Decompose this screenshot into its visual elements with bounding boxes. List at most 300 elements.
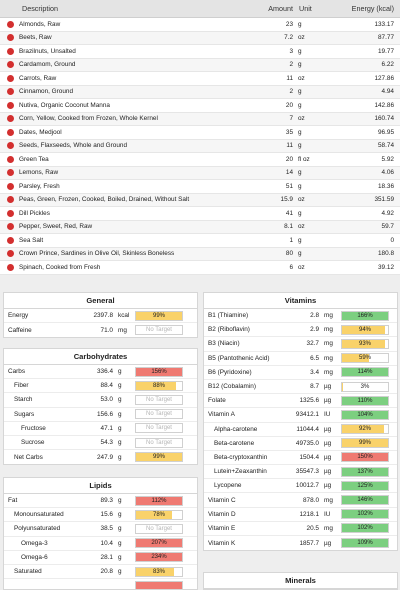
food-unit[interactable]: g: [298, 61, 302, 69]
food-name: Lemons, Raw: [19, 169, 59, 177]
nutrient-value: 49735.0: [295, 439, 319, 447]
food-row[interactable]: [0, 234, 400, 248]
nutrient-unit: g: [118, 439, 122, 447]
nutrient-label: B12 (Cobalamin): [208, 383, 256, 391]
nutrient-row[interactable]: [204, 423, 397, 437]
progress-label: 99%: [358, 440, 371, 447]
food-unit[interactable]: g: [298, 142, 302, 150]
progress-label: No Target: [146, 525, 172, 532]
progress-label: 114%: [357, 369, 373, 376]
nutrient-label: Net Carbs: [14, 453, 43, 461]
food-unit[interactable]: g: [298, 101, 302, 109]
food-unit[interactable]: oz: [298, 115, 305, 123]
nutrient-row[interactable]: [204, 536, 397, 550]
nutrient-value: 1504.4: [299, 453, 319, 461]
food-row[interactable]: [0, 194, 400, 208]
food-energy: 4.94: [381, 88, 394, 96]
food-amount[interactable]: 2: [289, 61, 293, 69]
nutrient-unit: mg: [324, 496, 333, 504]
nutrient-row[interactable]: [4, 365, 197, 379]
nutrient-value: 878.0: [303, 496, 319, 504]
food-table-body: [0, 18, 400, 275]
progress-label: 166%: [357, 312, 373, 319]
food-description: [0, 61, 253, 68]
nutrient-value: 54.3: [100, 439, 113, 447]
nutrient-unit: mg: [324, 368, 333, 376]
food-energy: 0: [390, 236, 394, 244]
nutrient-label: Vitamin A: [208, 411, 235, 419]
food-amount[interactable]: 2: [289, 88, 293, 96]
nutrient-value: 3.4: [310, 368, 319, 376]
food-amount[interactable]: 7.2: [284, 34, 293, 42]
nutrient-unit: g: [118, 525, 122, 533]
target-progress-bar: [135, 496, 183, 506]
panel-title: Vitamins: [204, 293, 397, 309]
progress-fill: [342, 383, 343, 391]
food-unit[interactable]: fl oz: [298, 155, 310, 163]
nutrient-unit: kcal: [118, 312, 130, 320]
food-energy: 4.92: [381, 209, 394, 217]
target-progress-bar: [341, 538, 389, 548]
progress-label: 83%: [152, 568, 165, 575]
nutrient-label: B2 (Riboflavin): [208, 326, 250, 334]
progress-label: 92%: [358, 426, 371, 433]
apple-icon: [7, 264, 14, 271]
food-description: [0, 34, 253, 41]
food-name: Beets, Raw: [19, 34, 52, 42]
progress-label: 93%: [358, 340, 371, 347]
nutrient-value: 53.0: [100, 396, 113, 404]
food-energy: 5.92: [381, 155, 394, 163]
progress-label: 109%: [357, 540, 373, 547]
nutrient-row[interactable]: [4, 565, 197, 579]
progress-label: 234%: [151, 554, 167, 561]
nutrient-label: Sugars: [14, 410, 35, 418]
nutrient-unit: µg: [324, 397, 332, 405]
nutrient-row[interactable]: [204, 493, 397, 507]
nutrient-row[interactable]: [204, 366, 397, 380]
nutrient-unit: µg: [324, 482, 332, 490]
food-description: [0, 237, 253, 244]
apple-icon: [7, 183, 14, 190]
food-name: Dill Pickles: [19, 209, 50, 217]
nutrient-row[interactable]: [4, 408, 197, 422]
apple-icon: [7, 237, 14, 244]
target-progress-bar: [135, 381, 183, 391]
food-amount[interactable]: 11: [286, 74, 293, 82]
food-name: Brazilnuts, Unsalted: [19, 47, 76, 55]
food-amount[interactable]: 11: [286, 142, 293, 150]
target-progress-bar: [341, 481, 389, 491]
panel-title: Minerals: [204, 573, 397, 589]
food-energy: 6.22: [381, 61, 394, 69]
food-description: [0, 250, 253, 257]
food-name: Parsley, Fresh: [19, 182, 60, 190]
target-progress-bar: [341, 438, 389, 448]
target-progress-bar: [341, 311, 389, 321]
progress-label: 146%: [357, 497, 373, 504]
nutrient-row[interactable]: [4, 551, 197, 565]
apple-icon: [7, 210, 14, 217]
food-name: Sea Salt: [19, 236, 44, 244]
nutrient-unit: µg: [324, 453, 332, 461]
nutrient-label: B1 (Thiamine): [208, 312, 249, 320]
nutrient-label: B5 (Pantothenic Acid): [208, 354, 270, 362]
carbohydrates-panel: [3, 348, 198, 465]
progress-label: 150%: [357, 454, 373, 461]
food-name: Almonds, Raw: [19, 20, 61, 28]
food-name: Crown Prince, Sardines in Olive Oil, Skinless Boneless: [19, 250, 175, 258]
nutrient-label: Lycopene: [214, 482, 242, 490]
nutrient-row[interactable]: [204, 522, 397, 536]
nutrient-unit: IU: [324, 411, 331, 419]
food-unit[interactable]: g: [298, 128, 302, 136]
nutrient-row[interactable]: [204, 337, 397, 351]
nutrient-row[interactable]: [204, 508, 397, 522]
nutrient-unit: g: [118, 497, 122, 505]
nutrient-label: Beta-carotene: [214, 439, 255, 447]
nutrient-label: Starch: [14, 396, 33, 404]
food-energy: 96.95: [378, 128, 394, 136]
nutrient-row[interactable]: [204, 323, 397, 337]
nutrient-value: 38.5: [100, 525, 113, 533]
apple-icon: [7, 88, 14, 95]
progress-label: 78%: [152, 511, 165, 518]
lipids-panel: [3, 477, 198, 590]
food-row[interactable]: [0, 32, 400, 46]
nutrient-row[interactable]: [4, 494, 197, 508]
apple-icon: [7, 21, 14, 28]
target-progress-bar: [341, 495, 389, 505]
food-row[interactable]: [0, 140, 400, 154]
nutrient-label: Monounsaturated: [14, 511, 64, 519]
food-row[interactable]: [0, 221, 400, 235]
food-amount[interactable]: 80: [285, 250, 293, 258]
target-progress-bar: [135, 325, 183, 335]
food-name: Corn, Yellow, Cooked from Frozen, Whole Kernel: [19, 115, 158, 123]
food-amount[interactable]: 23: [285, 20, 293, 28]
food-energy: 160.74: [374, 115, 394, 123]
progress-label: 156%: [151, 368, 167, 375]
apple-icon: [7, 223, 14, 230]
nutrient-row[interactable]: [4, 309, 197, 323]
target-progress-bar: [135, 395, 183, 405]
panel-title: Carbohydrates: [4, 349, 197, 365]
food-row[interactable]: [0, 126, 400, 140]
food-row[interactable]: [0, 261, 400, 275]
nutrient-unit: mg: [118, 326, 127, 334]
progress-label: No Target: [146, 396, 172, 403]
food-energy: 58.74: [378, 142, 394, 150]
nutrient-unit: µg: [324, 468, 332, 476]
food-row[interactable]: [0, 167, 400, 181]
food-row[interactable]: [0, 248, 400, 262]
target-progress-bar: [135, 409, 183, 419]
progress-label: No Target: [146, 327, 172, 334]
nutrient-label: Sucrose: [21, 439, 45, 447]
nutrient-value: 20.8: [100, 568, 113, 576]
food-amount[interactable]: 14: [285, 169, 293, 177]
header-unit[interactable]: Unit: [299, 4, 312, 13]
food-row[interactable]: [0, 180, 400, 194]
nutrient-unit: g: [118, 539, 122, 547]
food-row[interactable]: [0, 207, 400, 221]
nutrient-value: 156.6: [97, 410, 113, 418]
progress-label: 104%: [357, 411, 373, 418]
food-name: Green Tea: [19, 155, 49, 163]
food-description: [0, 169, 253, 176]
food-unit[interactable]: g: [298, 209, 302, 217]
food-name: Peas, Green, Frozen, Cooked, Boiled, Drained, Without Salt: [19, 196, 190, 204]
apple-icon: [7, 48, 14, 55]
panel-title: General: [4, 293, 197, 309]
food-description: [0, 223, 253, 230]
food-description: [0, 183, 253, 190]
food-description: [0, 75, 253, 82]
food-amount[interactable]: 1: [289, 236, 293, 244]
food-unit[interactable]: oz: [298, 74, 305, 82]
nutrient-row[interactable]: [4, 422, 197, 436]
food-name: Cinnamon, Ground: [19, 88, 73, 96]
food-description: [0, 142, 253, 149]
food-unit[interactable]: g: [298, 236, 302, 244]
nutrient-row[interactable]: [4, 450, 197, 464]
nutrient-unit: g: [118, 424, 122, 432]
nutrient-label: B3 (Niacin): [208, 340, 240, 348]
nutrient-unit: mg: [324, 312, 333, 320]
nutrient-unit: mg: [324, 354, 333, 362]
food-unit[interactable]: oz: [298, 196, 305, 204]
panel-title: Lipids: [4, 478, 197, 494]
nutrient-value: 11044.4: [296, 425, 319, 433]
food-row[interactable]: [0, 99, 400, 113]
target-progress-bar: [135, 367, 183, 377]
nutrient-row[interactable]: [4, 508, 197, 522]
food-amount[interactable]: 20: [285, 101, 293, 109]
food-amount[interactable]: 41: [285, 209, 293, 217]
nutrient-row[interactable]: [204, 309, 397, 323]
food-unit[interactable]: oz: [298, 263, 305, 271]
nutrient-row[interactable]: [204, 479, 397, 493]
nutrient-unit: µg: [324, 383, 332, 391]
target-progress-bar: [341, 339, 389, 349]
nutrient-label: Folate: [208, 397, 226, 405]
target-progress-bar: [341, 424, 389, 434]
nutrient-label: Alpha-carotene: [214, 425, 258, 433]
nutrient-value: 93412.1: [295, 411, 319, 419]
nutrient-label: Lutein+Zeaxanthin: [214, 468, 267, 476]
food-row[interactable]: [0, 86, 400, 100]
nutrient-value: 8.7: [310, 383, 319, 391]
food-unit[interactable]: g: [298, 182, 302, 190]
nutrient-unit: g: [118, 511, 122, 519]
vitamins-panel: [203, 292, 398, 551]
nutrient-value: 247.9: [97, 453, 113, 461]
progress-label: 125%: [357, 482, 373, 489]
food-energy: 142.86: [374, 101, 394, 109]
food-description: [0, 48, 253, 55]
nutrient-row[interactable]: [204, 408, 397, 422]
food-description: [0, 102, 253, 109]
progress-label: 94%: [358, 326, 371, 333]
nutrient-row[interactable]: [204, 437, 397, 451]
target-progress-bar: [135, 552, 183, 562]
nutrient-unit: mg: [324, 340, 333, 348]
nutrient-label: B6 (Pyridoxine): [208, 368, 252, 376]
food-table: [0, 0, 400, 275]
progress-fill: [136, 582, 182, 590]
target-progress-bar: [341, 353, 389, 363]
nutrient-unit: g: [118, 453, 122, 461]
food-unit[interactable]: g: [298, 20, 302, 28]
food-row[interactable]: [0, 45, 400, 59]
target-progress-bar: [341, 325, 389, 335]
food-description: [0, 129, 253, 136]
nutrient-value: 32.7: [306, 340, 319, 348]
apple-icon: [7, 129, 14, 136]
food-unit[interactable]: g: [298, 88, 302, 96]
nutrient-row[interactable]: [204, 451, 397, 465]
food-energy: 180.8: [378, 250, 394, 258]
apple-icon: [7, 75, 14, 82]
food-energy: 127.86: [374, 74, 394, 82]
nutrient-label: Vitamin E: [208, 524, 236, 532]
food-energy: 18.36: [378, 182, 394, 190]
nutrient-value: 1857.7: [299, 539, 319, 547]
progress-label: 99%: [152, 312, 165, 319]
nutrient-row[interactable]: [4, 436, 197, 450]
food-description: [0, 210, 253, 217]
food-description: [0, 196, 253, 203]
nutrient-value: 20.5: [306, 524, 319, 532]
header-energy[interactable]: Energy (kcal): [351, 4, 394, 13]
food-amount[interactable]: 20: [285, 155, 293, 163]
nutrient-row[interactable]: [4, 323, 197, 337]
target-progress-bar: [341, 410, 389, 420]
header-amount[interactable]: Amount: [268, 4, 293, 13]
food-energy: 87.77: [378, 34, 394, 42]
target-progress-bar: [135, 581, 183, 590]
food-amount[interactable]: 8.1: [284, 223, 293, 231]
nutrient-row[interactable]: [4, 393, 197, 407]
food-unit[interactable]: g: [298, 169, 302, 177]
food-amount[interactable]: 7: [289, 115, 293, 123]
apple-icon: [7, 169, 14, 176]
nutrient-label: Fiber: [14, 382, 29, 390]
nutrient-row[interactable]: [204, 352, 397, 366]
food-amount[interactable]: 35: [285, 128, 293, 136]
nutrient-row[interactable]: [4, 522, 197, 536]
nutrient-unit: g: [118, 410, 122, 418]
food-energy: 39.12: [378, 263, 394, 271]
minerals-panel: [203, 572, 398, 590]
target-progress-bar: [135, 538, 183, 548]
nutrient-label: Saturated: [14, 568, 42, 576]
apple-icon: [7, 61, 14, 68]
nutrient-value: 2397.8: [93, 312, 113, 320]
nutrient-label: Energy: [8, 312, 29, 320]
apple-icon: [7, 102, 14, 109]
nutrient-label: Caffeine: [8, 326, 32, 334]
target-progress-bar: [135, 438, 183, 448]
food-amount[interactable]: 51: [285, 182, 293, 190]
nutrient-unit: µg: [324, 539, 332, 547]
apple-icon: [7, 34, 14, 41]
nutrient-unit: g: [118, 382, 122, 390]
apple-icon: [7, 196, 14, 203]
nutrient-row[interactable]: [4, 379, 197, 393]
target-progress-bar: [341, 452, 389, 462]
progress-label: No Target: [146, 439, 172, 446]
food-name: Dates, Medjool: [19, 128, 62, 136]
target-progress-bar: [341, 523, 389, 533]
food-description: [0, 88, 253, 95]
nutrient-label: Carbs: [8, 368, 26, 376]
nutrient-row[interactable]: [204, 465, 397, 479]
nutrient-unit: g: [118, 568, 122, 576]
progress-label: 59%: [358, 355, 371, 362]
food-energy: 19.77: [378, 47, 394, 55]
food-row[interactable]: [0, 153, 400, 167]
food-row[interactable]: [0, 59, 400, 73]
nutrient-label: Vitamin D: [208, 510, 236, 518]
food-energy: 133.17: [374, 20, 394, 28]
nutrient-unit: mg: [324, 524, 333, 532]
nutrient-value: 28.1: [100, 553, 113, 561]
nutrient-row[interactable]: [204, 394, 397, 408]
target-progress-bar: [341, 396, 389, 406]
header-description[interactable]: Description: [22, 4, 58, 13]
progress-label: 102%: [357, 511, 373, 518]
nutrient-value: 88.4: [100, 382, 113, 390]
nutrient-value: 336.4: [97, 368, 113, 376]
food-name: Carrots, Raw: [19, 74, 57, 82]
nutrient-label: Vitamin C: [208, 496, 236, 504]
nutrient-label: Omega-3: [21, 539, 48, 547]
food-energy: 4.06: [381, 169, 394, 177]
food-description: [0, 264, 253, 271]
progress-label: 102%: [357, 525, 373, 532]
food-name: Nutiva, Organic Coconut Manna: [19, 101, 110, 109]
progress-label: 207%: [151, 540, 167, 547]
nutrient-unit: µg: [324, 425, 332, 433]
food-name: Spinach, Cooked from Fresh: [19, 263, 101, 271]
nutrient-unit: g: [118, 368, 122, 376]
food-unit[interactable]: oz: [298, 34, 305, 42]
food-unit[interactable]: g: [298, 47, 302, 55]
food-name: Cardamom, Ground: [19, 61, 76, 69]
target-progress-bar: [135, 311, 183, 321]
nutrient-row[interactable]: [4, 537, 197, 551]
food-unit[interactable]: oz: [298, 223, 305, 231]
progress-label: 137%: [357, 468, 373, 475]
food-row[interactable]: [0, 18, 400, 32]
nutrient-row[interactable]: [204, 380, 397, 394]
progress-label: 112%: [151, 497, 167, 504]
nutrient-row[interactable]: [4, 579, 197, 590]
food-row[interactable]: [0, 113, 400, 127]
food-row[interactable]: [0, 72, 400, 86]
nutrient-value: 1218.1: [299, 510, 319, 518]
target-progress-bar: [135, 524, 183, 534]
nutrient-label: Fat: [8, 497, 18, 505]
food-amount[interactable]: 15.9: [280, 196, 293, 204]
nutrient-value: 10.4: [100, 539, 113, 547]
food-amount[interactable]: 3: [289, 47, 293, 55]
food-amount[interactable]: 6: [289, 263, 293, 271]
food-unit[interactable]: g: [298, 250, 302, 258]
nutrient-value: 2.8: [310, 312, 319, 320]
